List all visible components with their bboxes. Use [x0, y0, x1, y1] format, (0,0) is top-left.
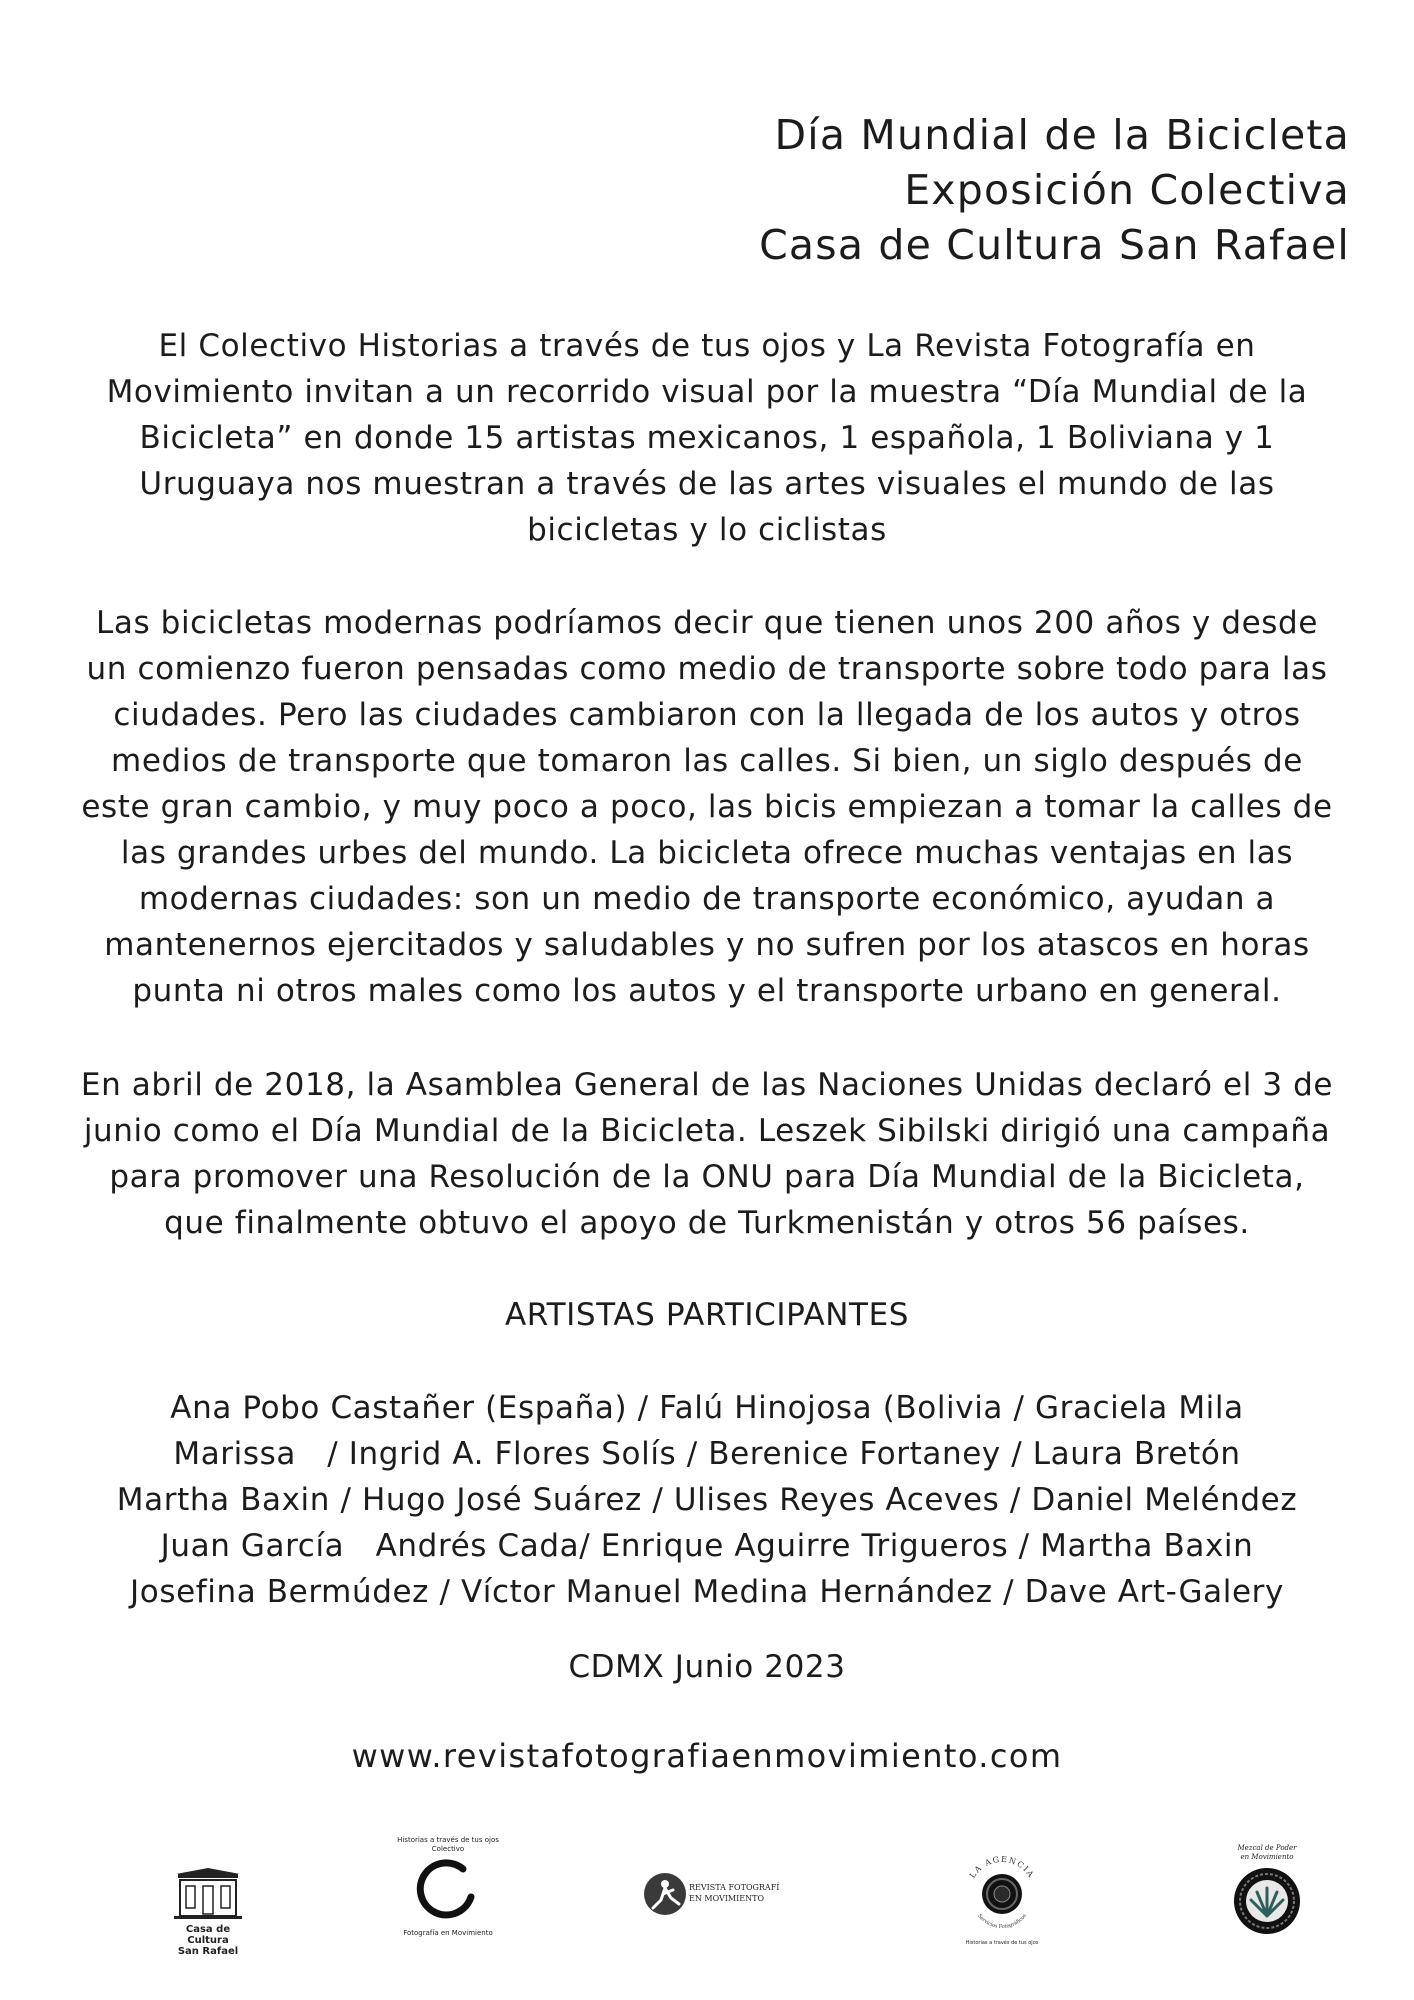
artist-line: Josefina Bermúdez / Víctor Manuel Medina Hernández / Dave Art-Galery: [130, 1574, 1284, 1610]
text-line: las grandes urbes del mundo. La bicicleta ofrece muchas ventajas en las: [120, 835, 1294, 871]
text-line: El Colectivo Historias a través de tus ojos y La Revista Fotografía en: [158, 328, 1256, 364]
building-icon: [168, 1868, 248, 1920]
logo-text: en Movimiento: [1240, 1853, 1294, 1861]
text-line: Bicicleta” en donde 15 artistas mexicanos, 1 española, 1 Boliviana y 1: [139, 420, 1275, 456]
text-line: que finalmente obtuvo el apoyo de Turkmenistán y otros 56 países.: [164, 1205, 1250, 1241]
logo-text: Casa de Cultura: [185, 1924, 231, 1946]
revista-logo: [643, 1872, 783, 1932]
logo-text: Servicios Fotográficos: [976, 1913, 1028, 1931]
logo-text: Colectivo: [431, 1845, 465, 1853]
website-link[interactable]: www.revistafotografiaenmovimiento.com: [351, 1737, 1063, 1775]
text-line: para promover una Resolución de la ONU para Día Mundial de la Bicicleta,: [109, 1159, 1305, 1195]
text-line: bicicletas y lo ciclistas: [527, 512, 887, 548]
intro-paragraph: [45, 323, 1369, 553]
text-line: Movimiento invitan a un recorrido visual por la muestra “Día Mundial de la: [106, 374, 1308, 410]
logo-text: REVISTA FOTOGRAFÍ: [689, 1883, 780, 1892]
text-line: mantenernos ejercitados y saludables y no sufren por los atascos en horas: [104, 927, 1310, 963]
agave-seal-icon: [1232, 1866, 1302, 1936]
artists-list: [45, 1385, 1369, 1615]
event-date: CDMX Junio 2023: [568, 1649, 846, 1685]
artist-line: Martha Baxin / Hugo José Suárez / Ulises Reyes Aceves / Daniel Meléndez: [116, 1482, 1298, 1518]
historias-logo: [393, 1836, 503, 1976]
history-paragraph: [45, 600, 1369, 1014]
artist-line: Ana Pobo Castañer (España) / Falú Hinojosa (Bolivia / Graciela Mila: [170, 1390, 1244, 1426]
artists-heading: ARTISTAS PARTICIPANTES: [504, 1297, 910, 1333]
la-agencia-logo: [960, 1852, 1044, 1962]
text-line: En abril de 2018, la Asamblea General de las Naciones Unidas declaró el 3 de: [80, 1067, 1334, 1103]
text-line: modernas ciudades: son un medio de transporte económico, ayudan a: [138, 881, 1276, 917]
logo-text: Mezcal de Poder: [1237, 1844, 1297, 1852]
logo-text: San Rafael: [177, 1946, 239, 1957]
sponsor-logos: [0, 1830, 1414, 1980]
header-title: Día Mundial de la Bicicleta: [774, 111, 1350, 159]
logo-text: Fotografía en Movimiento: [403, 1929, 493, 1937]
text-line: ciudades. Pero las ciudades cambiaron con la llegada de los autos y otros: [113, 697, 1301, 733]
header-subtitle: Exposición Colectiva: [904, 166, 1350, 214]
logo-text: EN MOVIMIENTO: [689, 1894, 765, 1903]
header-venue: Casa de Cultura San Rafael: [759, 221, 1350, 269]
un-paragraph: [45, 1062, 1369, 1246]
text-line: un comienzo fueron pensadas como medio de transporte sobre todo para las: [86, 651, 1328, 687]
text-line: este gran cambio, y muy poco a poco, las bicis empiezan a tomar la calles de: [81, 789, 1333, 825]
dancer-circle-icon: [643, 1872, 687, 1916]
artist-line: Juan García Andrés Cada/ Enrique Aguirre Trigueros / Martha Baxin: [160, 1528, 1254, 1564]
mezcal-logo: [1222, 1844, 1312, 1964]
enso-circle-icon: [413, 1857, 483, 1927]
text-line: medios de transporte que tomaron las calles. Si bien, un siglo después de: [111, 743, 1303, 779]
exhibition-header: [690, 108, 1350, 273]
artist-line: Marissa / Ingrid A. Flores Solís / Berenice Fortaney / Laura Bretón: [173, 1436, 1241, 1472]
text-line: Las bicicletas modernas podríamos decir que tienen unos 200 años y desde: [96, 605, 1318, 641]
logo-text: Historias a través de tus ojos: [965, 1940, 1039, 1946]
camera-lens-icon: [960, 1852, 1044, 1936]
svg-text:Servicios Fotográficos: [976, 1913, 1028, 1930]
text-line: punta ni otros males como los autos y el transporte urbano en general.: [132, 973, 1282, 1009]
casa-de-cultura-logo: [168, 1868, 248, 1957]
logo-text: LA AGENCIA: [967, 1854, 1037, 1880]
text-line: Uruguaya nos muestran a través de las artes visuales el mundo de las: [139, 466, 1275, 502]
logo-text: Historias a través de tus ojos: [397, 1836, 499, 1844]
text-line: junio como el Día Mundial de la Bicicleta. Leszek Sibilski dirigió una campaña: [83, 1113, 1331, 1149]
